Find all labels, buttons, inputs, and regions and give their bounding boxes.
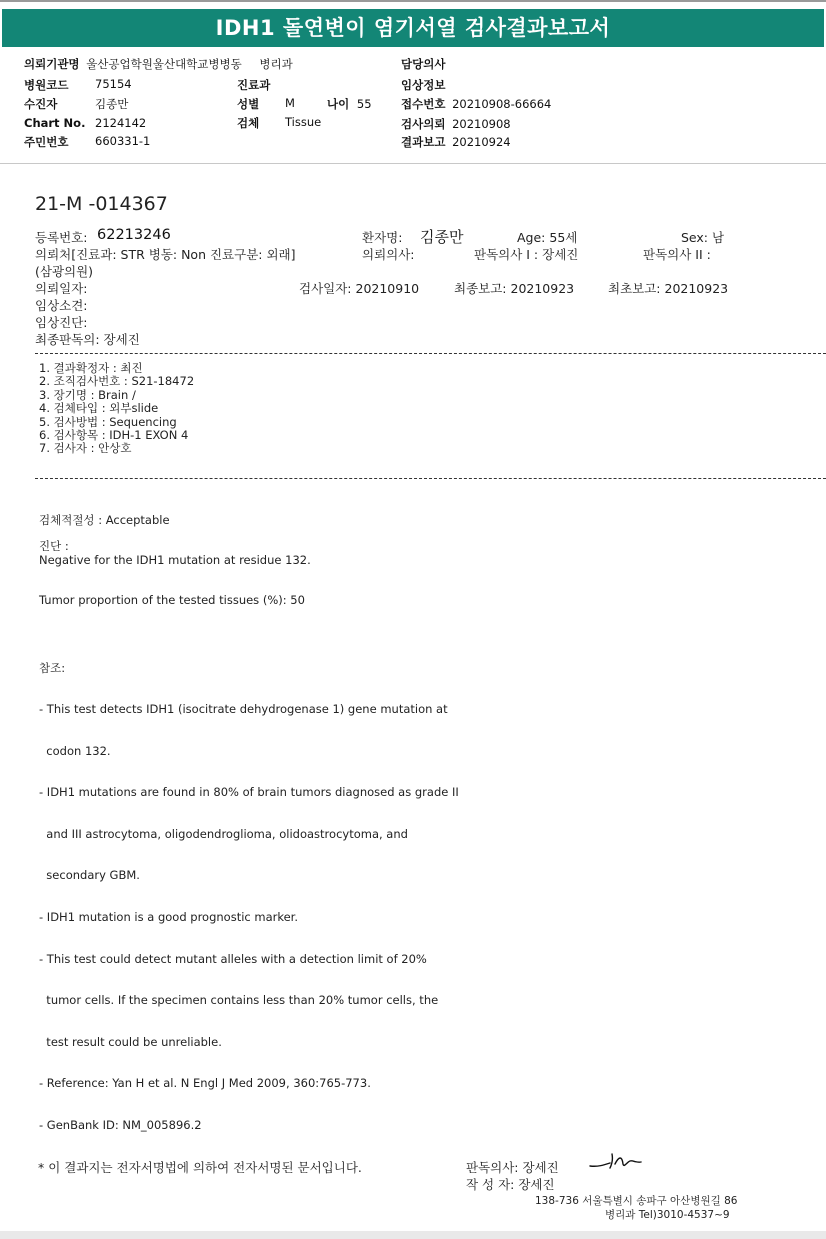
chart-no-label: Chart No. [24,116,86,130]
footer-phone: 병리과 Tel)3010-4537~9 [605,1209,730,1221]
age-value: 55 [356,97,372,111]
dept-field [237,77,270,93]
footer-address: 138-736 서울특별시 송파구 아산병원길 86 [535,1195,738,1207]
hospital-code-field [24,77,132,93]
report-title: IDH1 돌연변이 염기서열 검사결과보고서 [2,9,824,47]
resident-no-label: 주민번호 [24,135,69,149]
patient-label: 수진자 [24,97,58,111]
specimen-label: 검체 [237,116,260,130]
signature-icon [586,1150,646,1174]
patient-name: 김종만 [420,228,464,246]
list-item: 3. 장기명 : Brain / [39,387,136,402]
sex-text: Sex: 남 [681,230,725,245]
hospital-label: 의뢰기관명 [24,57,80,71]
reference-line: codon 132. [39,743,111,758]
diagnosis-label: 진단 : [39,539,69,553]
patient-name-label: 환자명: [362,230,403,245]
hospital-code-value: 75154 [95,77,132,91]
final-report-date: 최종보고: 20210923 [454,281,575,296]
request-date-field [401,116,511,132]
specimen-field [237,115,322,131]
footer-pathologist: 판독의사: 장세진 [466,1160,559,1175]
patient-value: 김종만 [95,97,129,111]
test-info-list [39,362,194,456]
reference-line: secondary GBM. [39,868,140,883]
age-field [327,96,372,112]
reference-line: - This test could detect mutant alleles with a detection limit of 20% [39,951,427,966]
reference-line: - GenBank ID: NM_005896.2 [39,1117,202,1132]
dashed-divider [35,478,826,479]
reference-line: and III astrocytoma, oligodendroglioma, olidoastrocytoma, and [39,826,408,841]
clinical-info-label: 임상정보 [401,78,446,92]
reference-list [39,675,459,1147]
pathologist-1: 판독의사 I : 장세진 [474,247,579,262]
diagnosis-text: Negative for the IDH1 mutation at residue 132. [39,553,311,567]
top-border [0,0,826,2]
registration-number: 62213246 [97,227,171,243]
exam-date: 검사일자: 20210910 [299,281,420,296]
request-date: 의뢰일자: [35,281,88,296]
esign-note: * 이 결과지는 전자서명법에 의하여 전자서명된 문서입니다. [38,1160,362,1175]
request-date-value: 20210908 [452,117,511,131]
chart-no-value: 2124142 [95,116,147,130]
reference-line: - This test detects IDH1 (isocitrate dehydrogenase 1) gene mutation at [39,702,448,716]
hospital-code-label: 병원코드 [24,78,69,92]
age-label: 나이 [327,97,350,111]
hospital-value: 울산공업학원울산대학교병병동 [86,57,242,71]
hospital-note: (삼광의원) [35,264,94,279]
ward-value: 병리과 [259,57,293,71]
pathologist-2: 판독의사 II : [643,247,711,262]
referring-doctor: 의뢰의사: [362,247,415,262]
header-separator [0,163,826,164]
result-date-field [401,134,511,150]
reference-line: tumor cells. If the specimen contains less than 20% tumor cells, the [39,993,439,1008]
first-report-date: 최초보고: 20210923 [608,281,729,296]
list-item: 2. 조직검사번호 : S21-18472 [39,374,195,389]
chart-no-field [24,116,147,130]
resident-no-value: 660331-1 [95,134,151,148]
list-item: 7. 검사자 : 안상호 [39,441,132,456]
reference-line: - IDH1 mutation is a good prognostic marker. [39,909,299,924]
registration-label: 등록번호: [35,230,88,245]
clinical-diagnosis: 임상진단: [35,315,88,330]
receipt-no-field [401,96,551,112]
referral-info: 의뢰처[진료과: STR 병동: Non 진료구분: 외래] [35,247,296,262]
reference-line: - IDH1 mutations are found in 80% of brain tumors diagnosed as grade II [39,785,459,800]
clinical-findings: 임상소견: [35,298,88,313]
receipt-no-value: 20210908-66664 [452,97,552,111]
footer-author: 작 성 자: 장세진 [466,1177,555,1192]
reference-label: 참조: [39,661,66,675]
final-pathologist: 최종판독의: 장세진 [35,332,140,347]
tumor-proportion: Tumor proportion of the tested tissues (%): 50 [39,593,305,607]
list-item: 5. 검사방법 : Sequencing [39,414,177,429]
list-item: 4. 검체타입 : 외부slide [39,401,159,416]
attending-field [401,56,445,72]
sex-field [237,96,295,112]
attending-label: 담당의사 [401,57,446,71]
request-date-label: 검사의뢰 [401,117,446,131]
list-item: 6. 검사항목 : IDH-1 EXON 4 [39,427,189,442]
reference-line: test result could be unreliable. [39,1034,222,1049]
receipt-no-label: 접수번호 [401,97,446,111]
patient-field [24,96,129,112]
age-text: Age: 55세 [517,230,578,245]
clinical-info-field [401,77,445,93]
result-date-value: 20210924 [452,135,511,149]
sex-label: 성별 [237,97,260,111]
report-number: 21-M -014367 [35,193,168,215]
sex-value: M [285,96,295,110]
resident-no-field [24,134,151,150]
list-item: 1. 결과확정자 : 최진 [39,361,143,375]
specimen-value: Tissue [285,115,322,129]
result-date-label: 결과보고 [401,135,446,149]
specimen-adequacy: 검체적절성 : Acceptable [39,513,170,527]
hospital-field [24,56,293,72]
dashed-divider [35,353,826,354]
bottom-border [0,1231,826,1239]
reference-line: - Reference: Yan H et al. N Engl J Med 2009, 360:765-773. [39,1076,371,1091]
dept-label: 진료과 [237,78,271,92]
